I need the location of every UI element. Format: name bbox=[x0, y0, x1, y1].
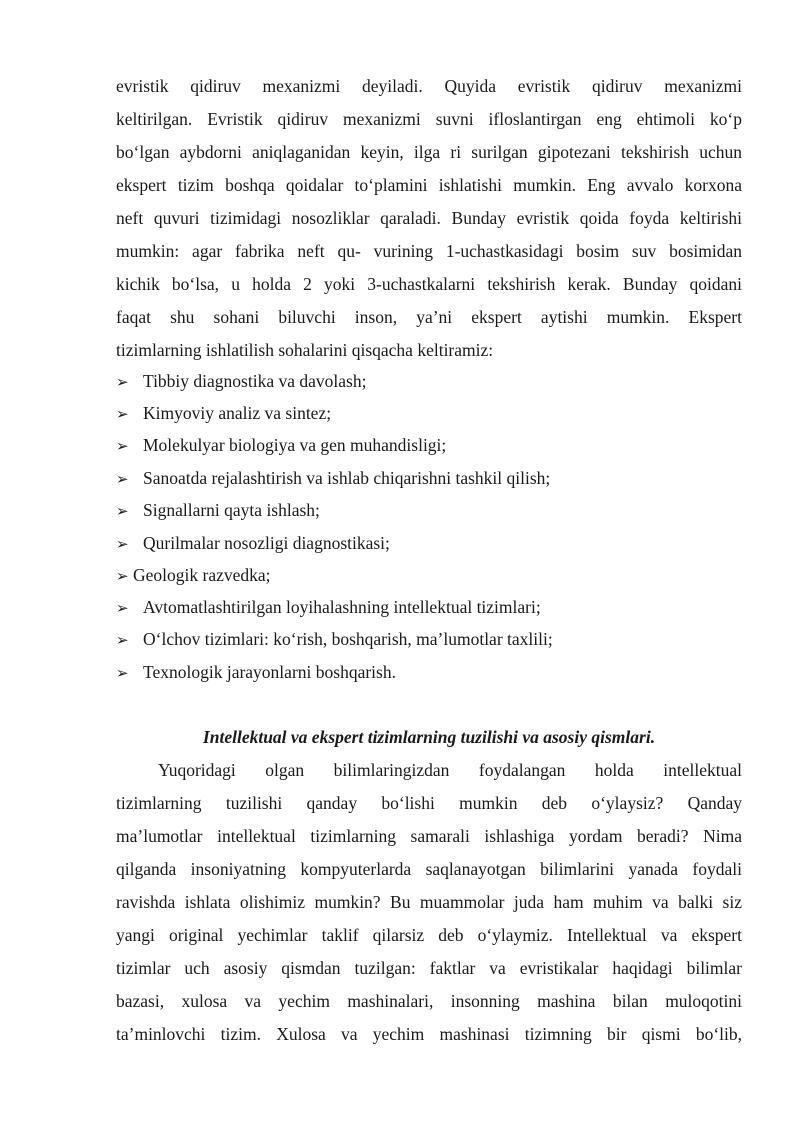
arrow-bullet-icon: ➢ bbox=[116, 470, 129, 488]
paragraph-1-line-8: faqat shu sohani biluvchi inson, ya’ni ekspert aytishi mumkin. Ekspert bbox=[116, 307, 742, 327]
list-item bbox=[116, 662, 396, 683]
arrow-bullet-icon: ➢ bbox=[116, 599, 129, 617]
list-item bbox=[116, 403, 331, 424]
paragraph-1-line-1: evristik qidiruv mexanizmi deyiladi. Quyida evristik qidiruv mexanizmi bbox=[116, 76, 742, 96]
arrow-bullet-icon: ➢ bbox=[116, 535, 129, 553]
arrow-bullet-icon: ➢ bbox=[116, 437, 129, 455]
paragraph-2-line-2: tizimlarning tuzilishi qanday bo‘lishi mumkin deb o‘ylaysiz? Qanday bbox=[116, 793, 742, 813]
list-item bbox=[116, 371, 366, 392]
list-item-text: Qurilmalar nosozligi diagnostikasi; bbox=[143, 533, 390, 553]
list-item-text: Signallarni qayta ishlash; bbox=[143, 500, 320, 520]
arrow-bullet-icon: ➢ bbox=[116, 405, 129, 423]
list-item-text: Molekulyar biologiya va gen muhandisligi; bbox=[143, 435, 447, 455]
paragraph-2-line-7: tizimlar uch asosiy qismdan tuzilgan: faktlar va evristikalar haqidagi bilimlar bbox=[116, 958, 742, 978]
list-item bbox=[116, 468, 550, 489]
list-item-text: O‘lchov tizimlari: ko‘rish, boshqarish, ma’lumotlar taxlili; bbox=[143, 629, 553, 649]
paragraph-1-line-9: tizimlarning ishlatilish sohalarini qisqacha keltiramiz: bbox=[116, 340, 494, 360]
arrow-bullet-icon: ➢ bbox=[116, 567, 129, 585]
paragraph-1-line-2: keltirilgan. Evristik qidiruv mexanizmi suvni ifloslantirgan eng ehtimoli ko‘p bbox=[116, 109, 742, 129]
list-item bbox=[116, 435, 446, 456]
paragraph-1-line-4: ekspert tizim boshqa qoidalar to‘plamini ishlatishi mumkin. Eng avvalo korxona bbox=[116, 175, 742, 195]
list-item bbox=[116, 597, 541, 618]
paragraph-1-line-6: mumkin: agar fabrika neft qu- vurining 1-uchastkasidagi bosim suv bosimidan bbox=[116, 241, 742, 261]
paragraph-2-line-1: Yuqoridagi olgan bilimlaringizdan foydalangan holda intellektual bbox=[158, 760, 742, 780]
arrow-bullet-icon: ➢ bbox=[116, 502, 129, 520]
paragraph-2-line-6: yangi original yechimlar taklif qilarsiz deb o‘ylaymiz. Intellektual va ekspert bbox=[116, 925, 742, 945]
paragraph-1-line-7: kichik bo‘lsa, u holda 2 yoki 3-uchastkalarni tekshirish kerak. Bunday qoidani bbox=[116, 274, 742, 294]
list-item bbox=[116, 629, 553, 650]
arrow-bullet-icon: ➢ bbox=[116, 664, 129, 682]
paragraph-1-line-5: neft quvuri tizimidagi nosozliklar qaraladi. Bunday evristik qoida foyda keltirishi bbox=[116, 208, 742, 228]
paragraph-2-line-5: ravishda ishlata olishimiz mumkin? Bu muammolar juda ham muhim va balki siz bbox=[116, 892, 742, 912]
list-item bbox=[116, 565, 271, 586]
list-item-text: Sanoatda rejalashtirish va ishlab chiqarishni tashkil qilish; bbox=[143, 468, 551, 488]
paragraph-1-line-3: bo‘lgan aybdorni aniqlaganidan keyin, ilga ri surilgan gipotezani tekshirish uchun bbox=[116, 142, 742, 162]
list-item bbox=[116, 533, 390, 554]
list-item-text: Geologik razvedka; bbox=[133, 565, 271, 585]
paragraph-2-line-3: ma’lumotlar intellektual tizimlarning samarali ishlashiga yordam beradi? Nima bbox=[116, 826, 742, 846]
list-item bbox=[116, 500, 320, 521]
paragraph-2-line-8: bazasi, xulosa va yechim mashinalari, insonning mashina bilan muloqotini bbox=[116, 991, 742, 1011]
list-item-text: Kimyoviy analiz va sintez; bbox=[143, 403, 332, 423]
list-item-text: Avtomatlashtirilgan loyihalashning intellektual tizimlari; bbox=[143, 597, 541, 617]
section-heading: Intellektual va ekspert tizimlarning tuzilishi va asosiy qismlari. bbox=[202, 727, 656, 747]
paragraph-2-line-4: qilganda insoniyatning kompyuterlarda saqlanayotgan bilimlarini yanada foydali bbox=[116, 859, 742, 879]
paragraph-2-line-9: ta’minlovchi tizim. Xulosa va yechim mashinasi tizimning bir qismi bo‘lib, bbox=[116, 1024, 742, 1044]
arrow-bullet-icon: ➢ bbox=[116, 373, 129, 391]
list-item-text: Tibbiy diagnostika va davolash; bbox=[143, 371, 367, 391]
arrow-bullet-icon: ➢ bbox=[116, 631, 129, 649]
list-item-text: Texnologik jarayonlarni boshqarish. bbox=[143, 662, 396, 682]
